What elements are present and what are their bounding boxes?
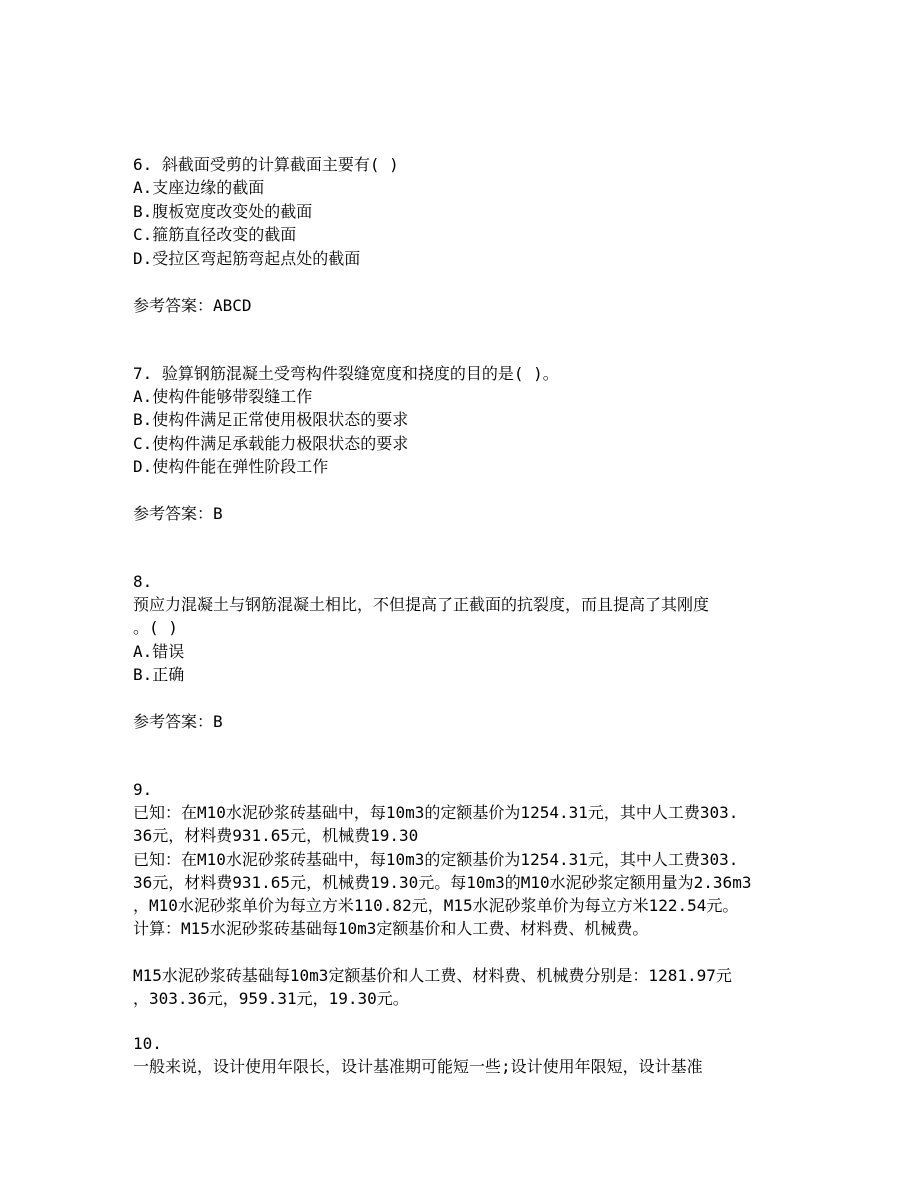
question-text-line-1: 一般来说，设计使用年限长，设计基准期可能短一些;设计使用年限短，设计基准	[133, 1057, 703, 1076]
answer-text: 参考答案：B	[133, 504, 223, 523]
option-d: D.使构件能在弹性阶段工作	[133, 457, 329, 476]
option-d: D.受拉区弯起筋弯起点处的截面	[133, 249, 361, 268]
option-a: A.使构件能够带裂缝工作	[133, 387, 313, 406]
question-text-line-6: 计算：M15水泥砂浆砖基础每10m3定额基价和人工费、材料费、机械费。	[133, 919, 649, 938]
question-text-line-4: 36元，材料费931.65元，机械费19.30元。每10m3的M10水泥砂浆定额用量为2.36m3	[133, 873, 752, 892]
option-c: C.箍筋直径改变的截面	[133, 225, 297, 244]
option-c: C.使构件满足承载能力极限状态的要求	[133, 434, 409, 453]
question-stem-line-2: 。( )	[133, 618, 178, 637]
answer-text: 参考答案：ABCD	[133, 296, 252, 315]
question-number: 8.	[133, 572, 153, 591]
option-b: B.腹板宽度改变处的截面	[133, 202, 313, 221]
option-b: B.使构件满足正常使用极限状态的要求	[133, 410, 409, 429]
answer-text: 参考答案：B	[133, 712, 223, 731]
question-text-line-2: 36元，材料费931.65元，机械费19.30	[133, 826, 419, 845]
question-text-line-1: 已知：在M10水泥砂浆砖基础中，每10m3的定额基价为1254.31元，其中人工费303.	[133, 803, 739, 822]
option-a: A.错误	[133, 642, 185, 661]
answer-text-line-2: ，303.36元，959.31元，19.30元。	[133, 989, 409, 1008]
question-text-line-5: ，M10水泥砂浆单价为每立方米110.82元，M15水泥砂浆单价为每立方米122.54元。	[133, 896, 739, 915]
answer-text-line-1: M15水泥砂浆砖基础每10m3定额基价和人工费、材料费、机械费分别是：1281.97元	[133, 966, 732, 985]
question-stem-line-1: 预应力混凝土与钢筋混凝土相比，不但提高了正截面的抗裂度，而且提高了其刚度	[133, 595, 710, 614]
question-text-line-3: 已知：在M10水泥砂浆砖基础中，每10m3的定额基价为1254.31元，其中人工费303.	[133, 850, 739, 869]
question-number: 10.	[133, 1034, 162, 1053]
option-a: A.支座边缘的截面	[133, 178, 265, 197]
question-number: 9.	[133, 780, 153, 799]
option-b: B.正确	[133, 665, 185, 684]
question-stem: 6. 斜截面受剪的计算截面主要有( )	[133, 155, 399, 174]
question-stem: 7. 验算钢筋混凝土受弯构件裂缝宽度和挠度的目的是( )。	[133, 364, 559, 383]
